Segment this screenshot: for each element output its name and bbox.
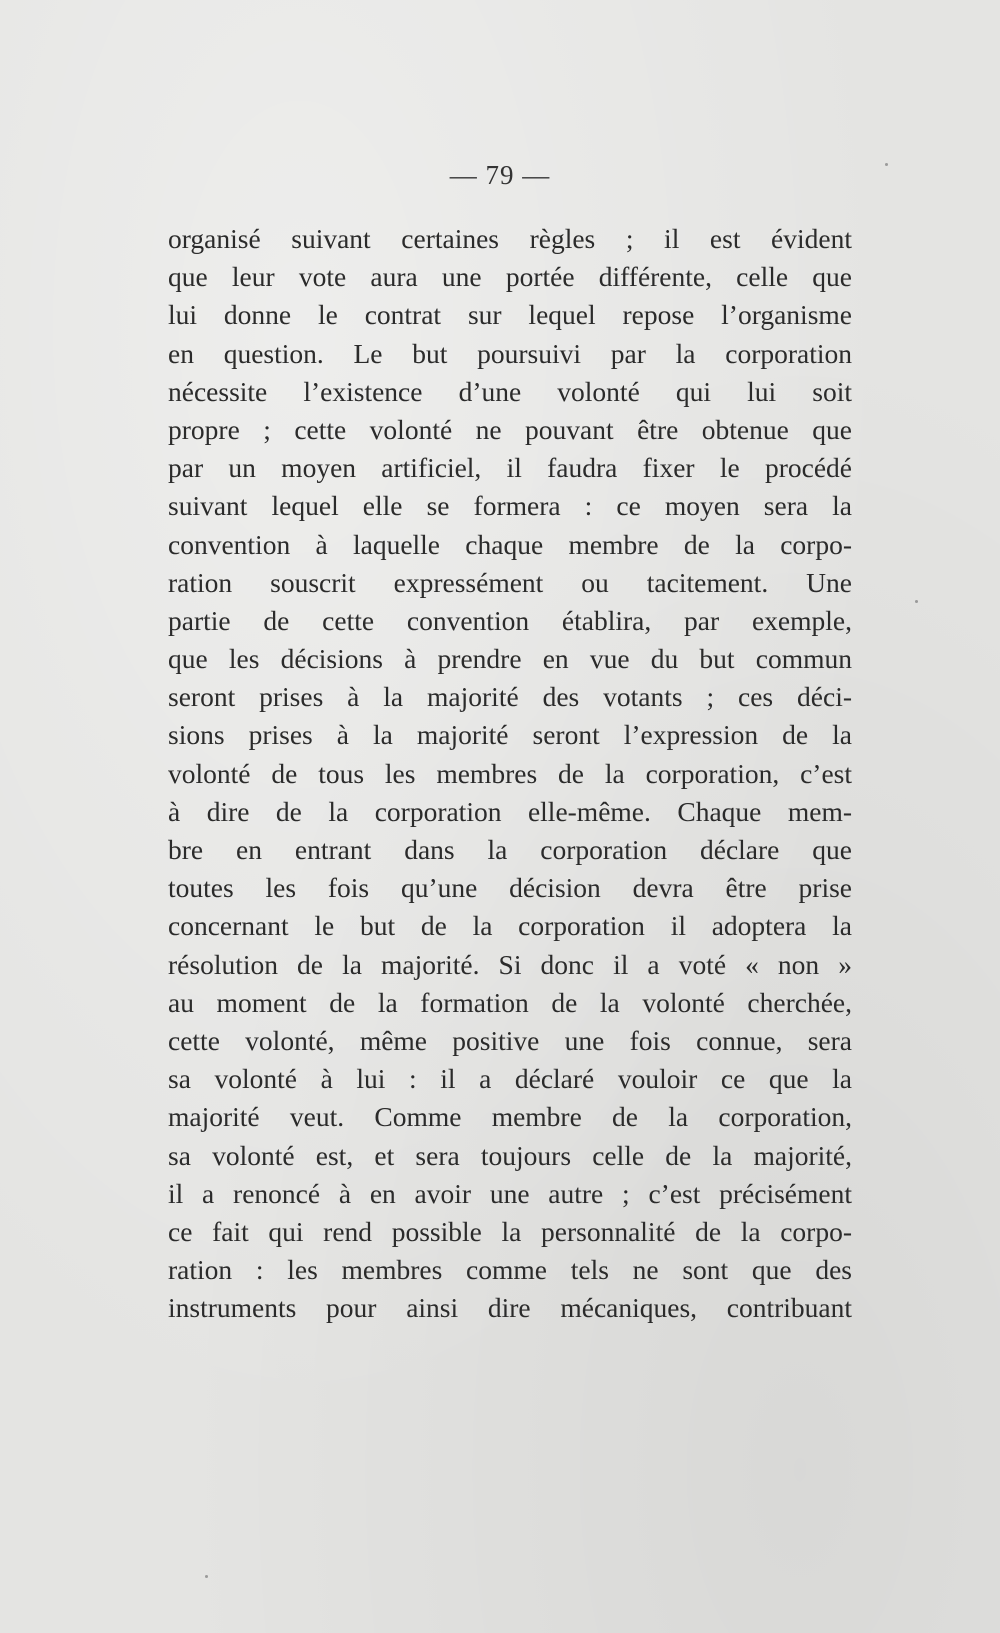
- text-line: en question. Le but poursuivi par la corporation: [168, 337, 852, 369]
- text-line: toutes les fois qu’une décision devra être prise: [168, 872, 852, 904]
- text-line: propre ; cette volonté ne pouvant être obtenue que: [168, 413, 852, 445]
- text-line: que leur vote aura une portée différente, celle que: [168, 261, 852, 293]
- text-line: cette volonté, même positive une fois connue, sera: [168, 1024, 852, 1056]
- text-line: instruments pour ainsi dire mécaniques, contribuant: [168, 1292, 852, 1324]
- text-line: seront prises à la majorité des votants ; ces déci-: [168, 681, 852, 713]
- text-line: majorité veut. Comme membre de la corporation,: [168, 1101, 852, 1133]
- page-number: — 79 —: [449, 160, 551, 190]
- text-line: sa volonté à lui : il a déclaré vouloir ce que la: [168, 1063, 852, 1095]
- text-line: à dire de la corporation elle-même. Chaque mem-: [168, 795, 852, 827]
- text-line: par un moyen artificiel, il faudra fixer le procédé: [168, 452, 852, 484]
- text-line: ration souscrit expressément ou tacitement. Une: [168, 566, 852, 598]
- text-line: que les décisions à prendre en vue du but commun: [168, 643, 852, 675]
- text-line: sa volonté est, et sera toujours celle de la majorité,: [168, 1139, 852, 1171]
- text-line: organisé suivant certaines règles ; il est évident: [168, 223, 852, 254]
- text-line: sions prises à la majorité seront l’expression de la: [168, 719, 852, 751]
- text-line: bre en entrant dans la corporation déclare que: [168, 834, 852, 865]
- paper-speck: [205, 1575, 208, 1578]
- text-line: concernant le but de la corporation il adoptera la: [168, 910, 852, 942]
- body-text: [168, 220, 852, 1327]
- paper-speck: [885, 163, 888, 166]
- text-line: nécessite l’existence d’une volonté qui lui soit: [168, 375, 852, 407]
- text-line: il a renoncé à en avoir une autre ; c’est précisément: [168, 1177, 852, 1209]
- text-line: volonté de tous les membres de la corporation, c’est: [168, 757, 852, 789]
- text-line: au moment de la formation de la volonté cherchée,: [168, 986, 852, 1018]
- text-line: lui donne le contrat sur lequel repose l’organisme: [168, 299, 852, 331]
- text-line: suivant lequel elle se formera : ce moyen sera la: [168, 490, 852, 522]
- paper-speck: [915, 600, 918, 603]
- text-line: convention à laquelle chaque membre de la corpo-: [168, 528, 852, 560]
- text-line: ration : les membres comme tels ne sont que des: [168, 1254, 852, 1286]
- text-line: résolution de la majorité. Si donc il a voté « non »: [168, 948, 852, 980]
- text-line: partie de cette convention établira, par exemple,: [168, 604, 852, 636]
- text-line: ce fait qui rend possible la personnalité de la corpo-: [168, 1215, 852, 1247]
